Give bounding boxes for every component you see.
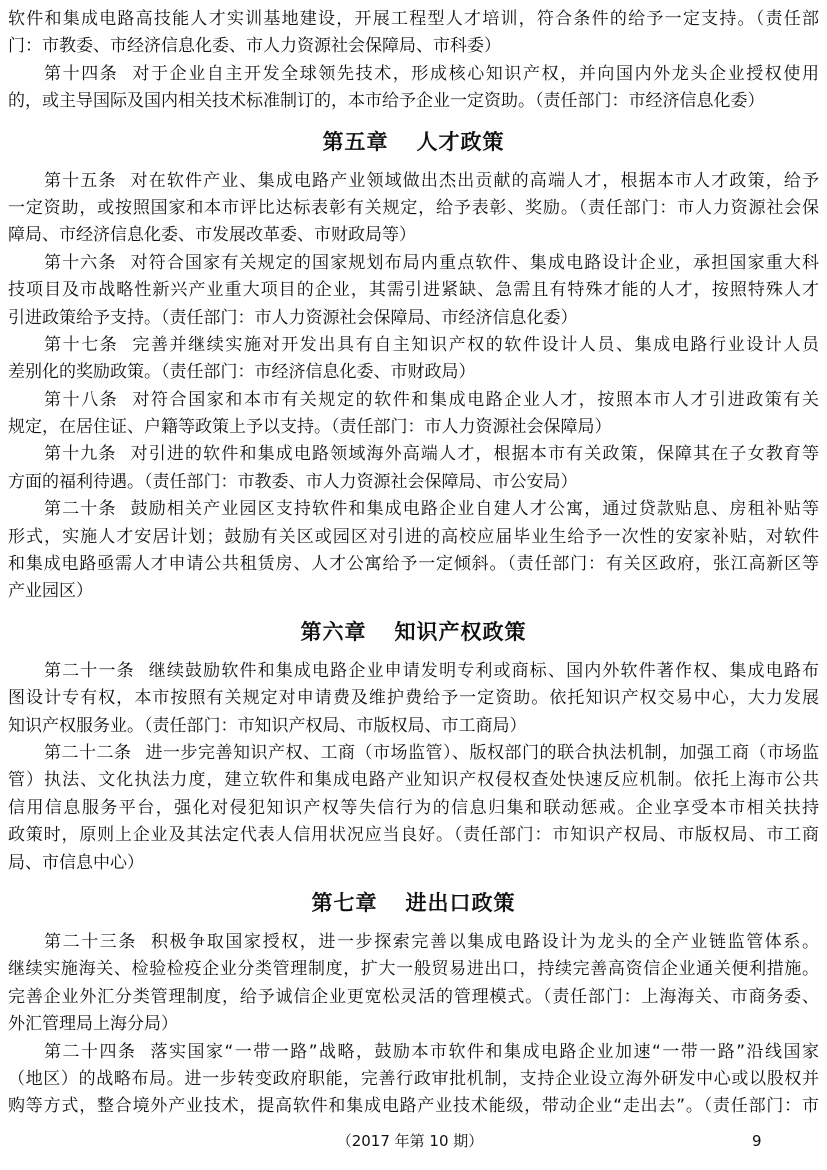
text-line (8, 61, 819, 88)
line-text: 鼓励相关产业园区支持软件和集成电路企业自建人才公寓，通过贷款贴息、房租补贴等 (130, 499, 819, 520)
text-line (8, 822, 819, 849)
text-line (8, 332, 819, 359)
text-line (8, 795, 819, 822)
article-label: 第二十二条 (44, 742, 132, 763)
line-text: 差别化的奖励政策。（责任部门：市经济信息化委、市财政局） (8, 362, 476, 383)
article-label: 第十八条 (44, 389, 119, 410)
article-paragraph (8, 61, 819, 116)
article-paragraph (8, 1039, 819, 1121)
line-text: 产业园区） (8, 581, 93, 602)
line-text: 完善并继续实施对开发出具有自主知识产权的软件设计人员、集成电路行业设计人员 (132, 334, 819, 355)
line-text: 图设计专有权，本市按照有关规定对申请费及维护费给予一定资助。依托知识产权交易中心，大力发展 (8, 688, 819, 709)
line-text: 继续实施海关、检验检疫企业分类管理制度，扩大一般贸易进出口，持续完善高资信企业通关便利措施。 (8, 959, 819, 980)
article-paragraph (8, 168, 819, 250)
line-text: 局、市信息中心） (8, 852, 144, 873)
article-label: 第二十一条 (44, 660, 135, 681)
line-text: 购等方式，整合境外产业技术，提高软件和集成电路产业技术能级，带动企业“走出去”。（责任部门：市 (8, 1096, 819, 1117)
text-line (8, 496, 819, 523)
text-line (8, 387, 819, 414)
text-line (8, 551, 819, 578)
chapter-heading (8, 606, 819, 658)
line-text: 完善企业外汇分类管理制度，给予诚信企业更宽松灵活的管理模式。（责任部门：上海海关、市商务委、 (8, 986, 819, 1007)
chapter-title: 知识产权政策 (394, 619, 527, 644)
article-paragraph (8, 658, 819, 740)
article-paragraph (8, 6, 819, 61)
line-text: 对符合国家有关规定的国家规划布局内重点软件、集成电路设计企业，承担国家重大科 (130, 252, 819, 273)
line-text: 一定资助，或按照国家和本市评比达标表彰有关规定，给予表彰、奖励。（责任部门：市人力资源社会保 (8, 197, 819, 218)
chapter-heading (8, 116, 819, 168)
line-text: 的，或主导国际及国内相关技术标准制订的，本市给予企业一定资助。（责任部门：市经济信息化委） (8, 91, 765, 112)
document-body (8, 6, 819, 1121)
article-label: 第十四条 (44, 63, 119, 84)
article-label: 第十六条 (44, 252, 117, 273)
text-line (8, 658, 819, 685)
text-line (8, 850, 819, 877)
line-text: 对符合国家和本市有关规定的软件和集成电路企业人才，按照本市人才引进政策有关 (132, 389, 819, 410)
page-number: 9 (752, 1132, 762, 1150)
line-text: 形式，实施人才安居计划；鼓励有关区或园区对引进的高校应届毕业生给予一次性的安家补贴，对软件 (8, 526, 819, 547)
issue-label: （2017 年第 10 期） (336, 1132, 484, 1150)
line-text: 继续鼓励软件和集成电路企业申请发明专利或商标、国内外软件著作权、集成电路布 (148, 660, 819, 681)
article-paragraph (8, 250, 819, 332)
text-line (8, 984, 819, 1011)
text-line (8, 767, 819, 794)
text-line (8, 956, 819, 983)
text-line (8, 277, 819, 304)
article-paragraph (8, 332, 819, 387)
text-line (8, 359, 819, 386)
article-label: 第十五条 (44, 170, 117, 191)
text-line (8, 414, 819, 441)
article-paragraph (8, 387, 819, 442)
text-line (8, 578, 819, 605)
text-line (8, 33, 819, 60)
article-label: 第二十四条 (44, 1041, 137, 1062)
text-line (8, 1093, 819, 1120)
line-text: 方面的福利待遇。（责任部门：市教委、市人力资源社会保障局、市公安局） (8, 471, 578, 492)
text-line (8, 1011, 819, 1038)
chapter-number: 第六章 (300, 619, 367, 644)
line-text: 对引进的软件和集成电路领域海外高端人才，根据本市有关政策，保障其在子女教育等 (130, 444, 819, 465)
text-line (8, 6, 819, 33)
article-paragraph (8, 740, 819, 877)
line-text: 落实国家“一带一路”战略，鼓励本市软件和集成电路企业加速“一带一路”沿线国家 (150, 1041, 819, 1062)
line-text: 管）执法、文化执法力度，建立软件和集成电路产业知识产权侵权查处快速反应机制。依托上海市公共 (8, 770, 819, 791)
text-line (8, 88, 819, 115)
chapter-number: 第七章 (311, 890, 378, 915)
line-text: 积极争取国家授权，进一步探索完善以集成电路设计为龙头的全产业链监管体系。 (151, 931, 819, 952)
line-text: 障局、市经济信息化委、市发展改革委、市财政局等） (8, 225, 416, 246)
chapter-title: 人才政策 (416, 129, 505, 154)
line-text: 引进政策给予支持。（责任部门：市人力资源社会保障局、市经济信息化委） (8, 307, 578, 328)
text-line (8, 305, 819, 332)
text-line (8, 469, 819, 496)
line-text: 对在软件产业、集成电路产业领域做出杰出贡献的高端人才，根据本市人才政策，给予 (130, 170, 819, 191)
text-line (8, 250, 819, 277)
line-text: 规定，在居住证、户籍等政策上予以支持。（责任部门：市人力资源社会保障局） (8, 417, 612, 438)
article-paragraph (8, 441, 819, 496)
chapter-title: 进出口政策 (405, 890, 516, 915)
article-label: 第二十条 (44, 499, 117, 520)
text-line (8, 195, 819, 222)
text-line (8, 1066, 819, 1093)
line-text: （地区）的战略布局。进一步转变政府职能，完善行政审批机制，支持企业设立海外研发中心或以股权并 (8, 1068, 819, 1089)
article-paragraph (8, 496, 819, 606)
text-line (8, 740, 819, 767)
line-text: 和集成电路亟需人才申请公共租赁房、人才公寓给予一定倾斜。（责任部门：有关区政府，张江高新区等 (8, 554, 819, 575)
article-label: 第十九条 (44, 444, 117, 465)
text-line (8, 168, 819, 195)
line-text: 进一步完善知识产权、工商（市场监管）、版权部门的联合执法机制，加强工商（市场监 (145, 742, 819, 763)
line-text: 外汇管理局上海分局） (8, 1014, 178, 1035)
article-label: 第十七条 (44, 334, 119, 355)
line-text: 政策时，原则上企业及其法定代表人信用状况应当良好。（责任部门：市知识产权局、市版权局、市工商 (8, 825, 819, 846)
line-text: 信用信息服务平台，强化对侵犯知识产权等失信行为的信息归集和联动惩戒。企业享受本市相关扶持 (8, 797, 819, 818)
text-line (8, 1039, 819, 1066)
page-footer (0, 1131, 827, 1153)
line-text: 对于企业自主开发全球领先技术，形成核心知识产权，并向国内外龙头企业授权使用 (132, 63, 819, 84)
chapter-number: 第五章 (322, 129, 389, 154)
chapter-heading (8, 877, 819, 929)
line-text: 知识产权服务业。（责任部门：市知识产权局、市版权局、市工商局） (8, 715, 527, 736)
text-line (8, 713, 819, 740)
text-line (8, 441, 819, 468)
line-text: 软件和集成电路高技能人才实训基地建设，开展工程型人才培训，符合条件的给予一定支持。（责任部 (8, 9, 819, 29)
line-text: 门：市教委、市经济信息化委、市人力资源社会保障局、市科委） (8, 36, 501, 57)
article-paragraph (8, 929, 819, 1039)
text-line (8, 685, 819, 712)
text-line (8, 524, 819, 551)
text-line (8, 222, 819, 249)
article-label: 第二十三条 (44, 931, 137, 952)
text-line (8, 929, 819, 956)
line-text: 技项目及市战略性新兴产业重大项目的企业，其需引进紧缺、急需且有特殊才能的人才，按照特殊人才 (8, 280, 819, 301)
